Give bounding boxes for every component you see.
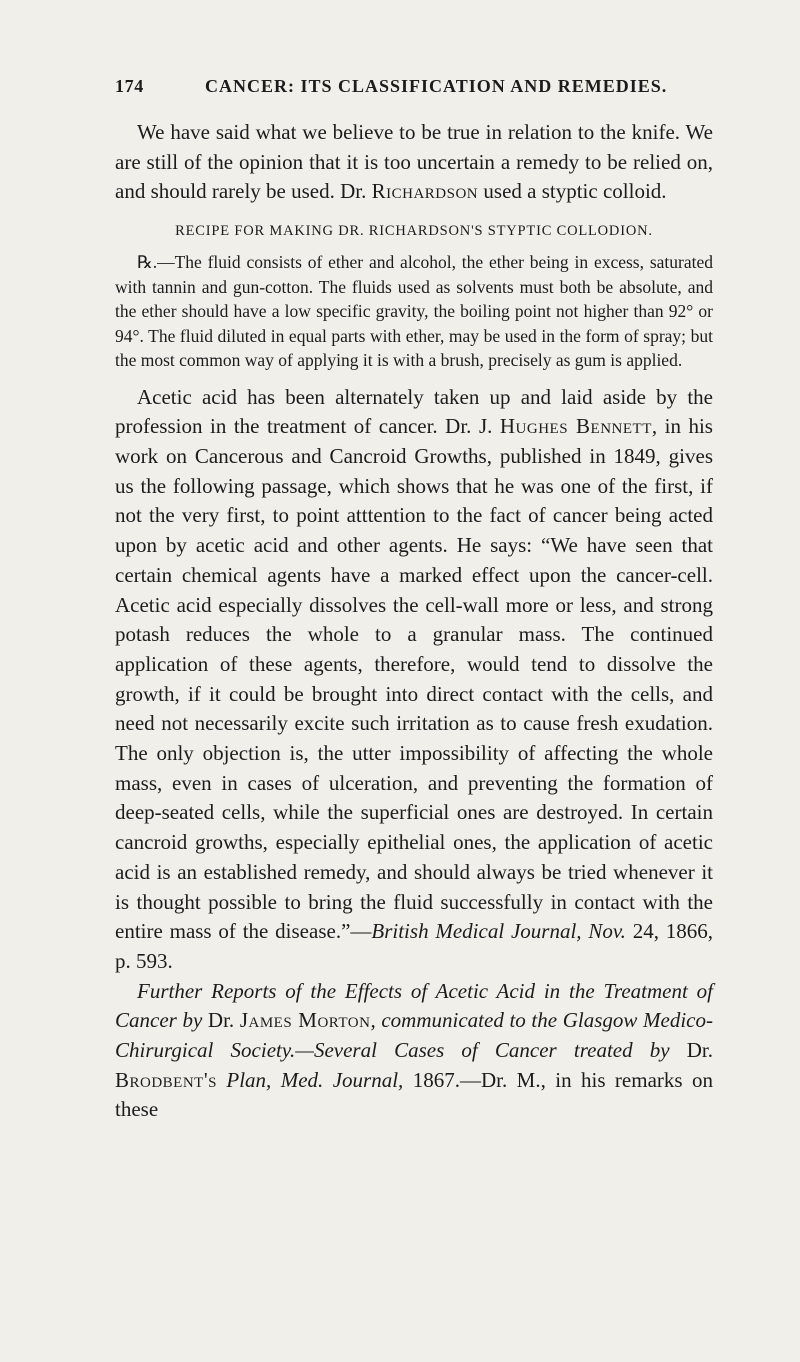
person-name: Brodbent's bbox=[115, 1067, 217, 1092]
paragraph-text: , in his work on Cancerous and Cancroid Growths, published in 1849, gives us the following passage, which shows that he was one of the first, if not the very first, to point atttention to the fact of cancer being acted upon by acetic acid and other agents. He says: “We have seen that certain chemical agents have a marked effect upon the cancer-cell. Acetic acid especially dissolves the cell-wall more or less, and strong potash reduces the whole to a granular mass. The continued application of these agents, therefore, would tend to dissolve the growth, if it could be brought into direct contact with the cells, and need not necessarily excite such irritation as to cause fresh exudation. The only objection is, the utter impossibility of affecting the whole mass, even in cases of ulceration, and preventing the formation of deep-seated cells, while the superficial ones are destroyed. In certain cancroid growths, especially epithelial ones, the application of acetic acid is an established remedy, and should always be tried whenever it is thought possible to bring the fluid successfully in contact with the entire mass of the disease.”— bbox=[115, 414, 713, 944]
paragraph-text: Dr. bbox=[669, 1038, 713, 1063]
paragraph-text: Dr. bbox=[202, 1008, 240, 1033]
report-title: Further Reports of the Effects of Acetic Acid in the Treatment of Cancer by bbox=[115, 978, 713, 1033]
citation-details: 24, 1866, p. 593. bbox=[115, 919, 714, 973]
recipe-text: ℞.—The fluid consists of ether and alcohol, the ether being in excess, saturated with tannin and gun-cotton. The fluids used as solvents must both be absolute, and the ether should have a low specific gravity, the boiling point not higher than 92° or 94°. The fluid diluted in equal parts with ether, may be used in the form of spray; but the most common way of applying it is with a brush, precisely as gum is applied. bbox=[115, 252, 713, 371]
journal-citation: British Medical Journal, Nov. bbox=[371, 919, 626, 944]
paragraph-further-reports bbox=[115, 977, 713, 1126]
running-title: CANCER: ITS CLASSIFICATION AND REMEDIES. bbox=[205, 76, 668, 96]
paragraph-text: Acetic acid has been alternately taken up and laid aside by the profession in the treatment of cancer. Dr. J. bbox=[115, 384, 713, 439]
report-title: Plan, Med. Journal, bbox=[216, 1067, 404, 1092]
body-text bbox=[115, 118, 713, 1125]
person-name: Hughes Bennett bbox=[499, 414, 652, 439]
paragraph-text: used a styptic colloid. bbox=[478, 179, 667, 204]
paragraph-acetic-acid bbox=[115, 383, 713, 977]
person-name: James Morton bbox=[239, 1008, 371, 1033]
paragraph-text: We have said what we believe to be true in relation to the knife. We are still of the opinion that it is too uncertain a remedy to be relied on, and should rarely be used. Dr. bbox=[115, 120, 713, 204]
paragraph-knife bbox=[115, 118, 713, 207]
report-title: , communicated to the Glasgow Medico-Chirurgical Society.—Several Cases of Cancer treated by bbox=[115, 1008, 713, 1063]
paragraph-text: 1867.—Dr. M., in his remarks on these bbox=[115, 1067, 713, 1122]
page-number: 174 bbox=[115, 76, 144, 96]
recipe-heading: RECIPE FOR MAKING DR. RICHARDSON'S STYPTIC COLLODION. bbox=[175, 223, 653, 240]
person-name: Richardson bbox=[371, 179, 479, 204]
running-head bbox=[115, 76, 715, 102]
